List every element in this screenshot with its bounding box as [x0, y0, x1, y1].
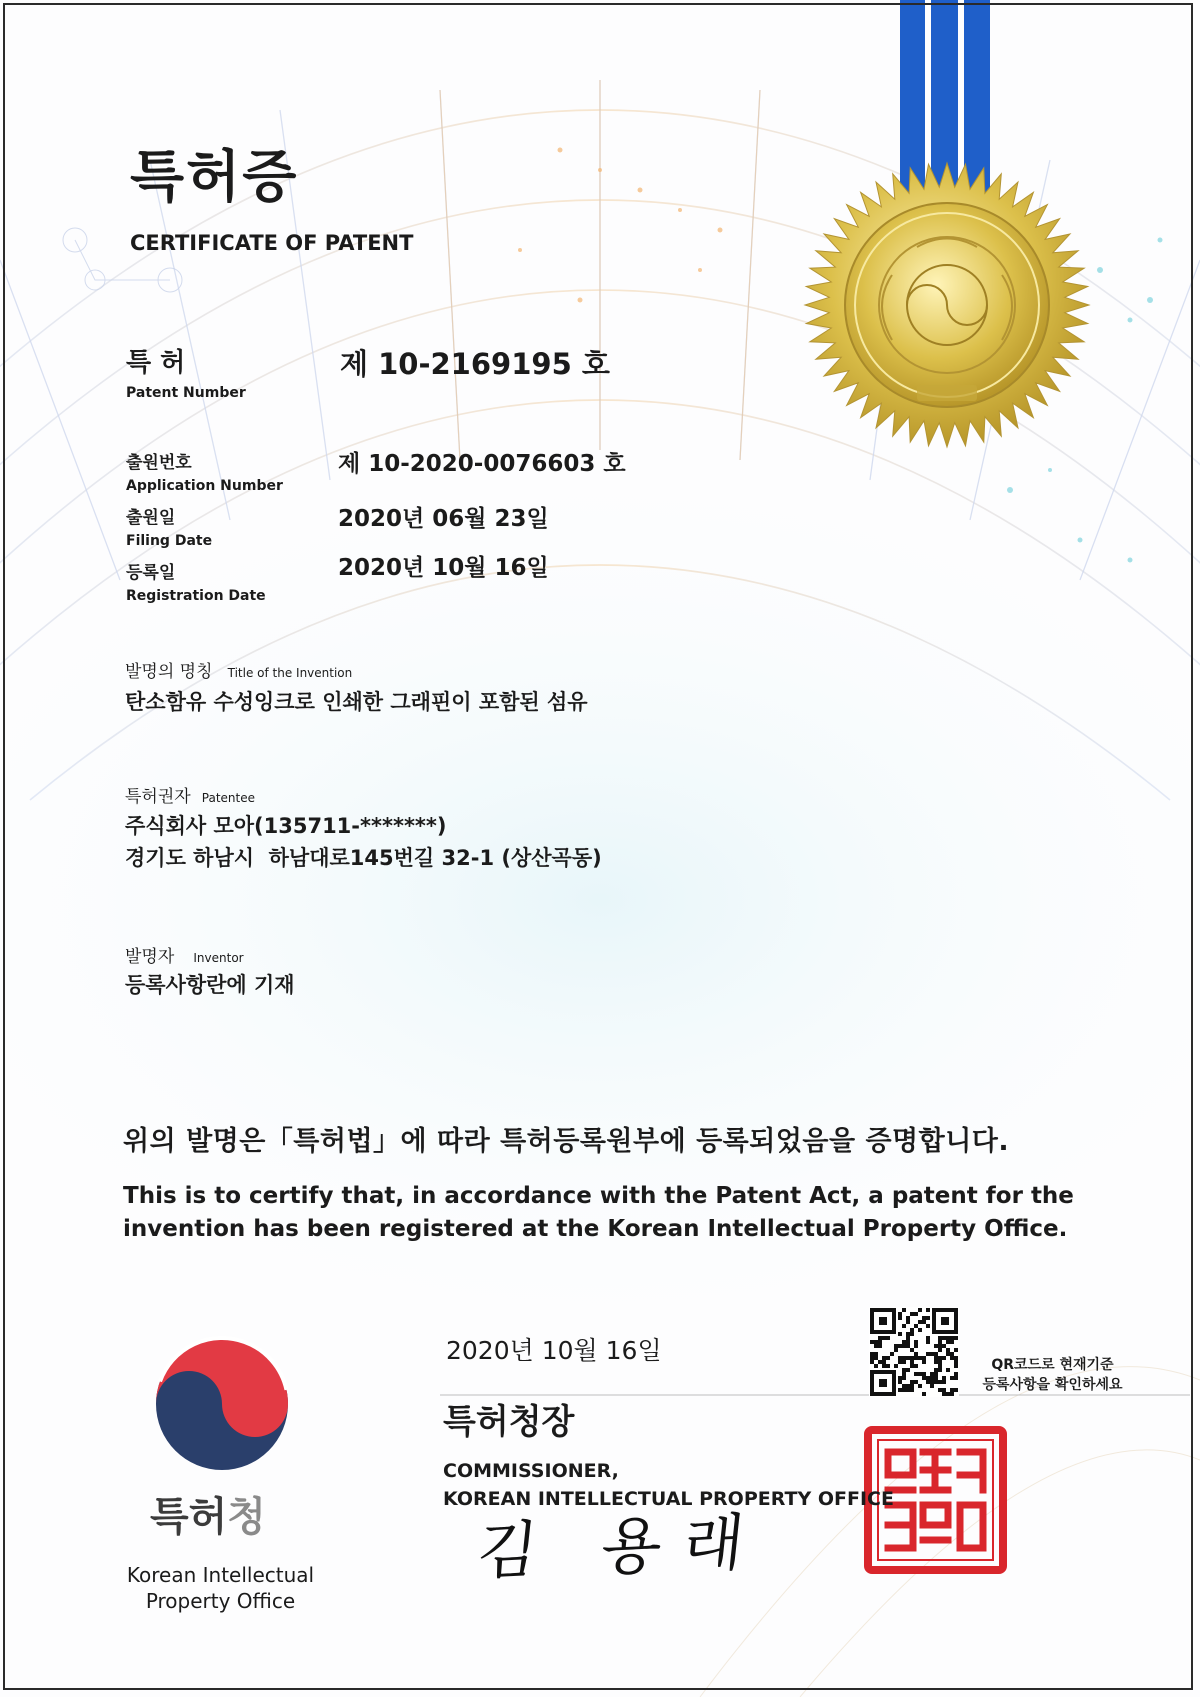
kipo-name-en: [108, 1562, 333, 1614]
registration-date-label-ko: 등록일: [126, 563, 176, 583]
filing-date-label-en: Filing Date: [126, 533, 213, 549]
application-number-value: 제 10-2020-0076603 호: [338, 451, 626, 477]
certification-statement-ko: 위의 발명은「특허법」에 따라 특허등록원부에 등록되었음을 증명합니다.: [123, 1126, 1010, 1157]
invention-label: [125, 662, 352, 681]
kipo-name-ko-part2: 청: [227, 1494, 266, 1540]
inventor-value: 등록사항란에 기재: [125, 973, 295, 997]
patentee-label: [125, 787, 255, 806]
kipo-name-ko-part1: 특허: [150, 1494, 228, 1540]
commissioner-en-line1: COMMISSIONER,: [443, 1460, 619, 1482]
certification-en-line1: This is to certify that, in accordance with the Patent Act, a patent for the: [123, 1183, 1074, 1209]
application-number-label-en: Application Number: [126, 478, 283, 494]
patentee-name: 주식회사 모아(135711-*******): [125, 814, 447, 838]
inventor-label-en: Inventor: [193, 951, 244, 965]
patentee-label-en: Patentee: [201, 791, 256, 805]
certificate-title-en: CERTIFICATE OF PATENT: [130, 231, 414, 255]
patent-number-label-ko: 특 허: [126, 348, 186, 378]
commissioner-title-en: [443, 1458, 894, 1513]
registration-date-value: 2020년 10월 16일: [338, 555, 549, 581]
kipo-name-en-line2: Property Office: [145, 1589, 296, 1613]
certification-en-line2: invention has been registered at the Korean Intellectual Property Office.: [123, 1216, 1068, 1243]
commissioner-en-line2: KOREAN INTELLECTUAL PROPERTY OFFICE: [443, 1487, 894, 1510]
invention-label-en: Title of the Invention: [227, 666, 353, 680]
registration-date-label-en: Registration Date: [126, 588, 266, 604]
inventor-label-ko: 발명자: [125, 947, 175, 967]
patent-number-label-en: Patent Number: [126, 385, 246, 401]
qr-instruction-line1: QR코드로 현재기준: [991, 1357, 1114, 1373]
patent-number-value: 제 10-2169195 호: [340, 347, 610, 381]
kipo-name-en-line1: Korean Intellectual: [126, 1563, 315, 1587]
issue-date: 2020년 10월 16일: [446, 1336, 662, 1365]
filing-date-label-ko: 출원일: [126, 508, 176, 528]
filing-date-value: 2020년 06월 23일: [338, 506, 549, 532]
inventor-label: [125, 947, 244, 966]
commissioner-title-ko: 특허청장: [443, 1402, 575, 1442]
patentee-address: 경기도 하남시 하남대로145번길 32-1 (상산곡동): [125, 846, 602, 870]
patentee-label-ko: 특허권자: [125, 787, 191, 807]
certificate-title-ko: 특허증: [130, 145, 299, 210]
qr-instruction: [960, 1355, 1145, 1396]
kipo-name-ko: [150, 1494, 266, 1540]
qr-instruction-line2: 등록사항을 확인하세요: [982, 1377, 1123, 1394]
commissioner-signature: 김 용래: [473, 1505, 770, 1588]
invention-label-ko: 발명의 명칭: [125, 662, 213, 682]
application-number-label-ko: 출원번호: [126, 453, 192, 473]
invention-title-value: 탄소함유 수성잉크로 인쇄한 그래핀이 포함된 섬유: [125, 690, 588, 714]
certification-statement-en: [123, 1180, 1074, 1247]
